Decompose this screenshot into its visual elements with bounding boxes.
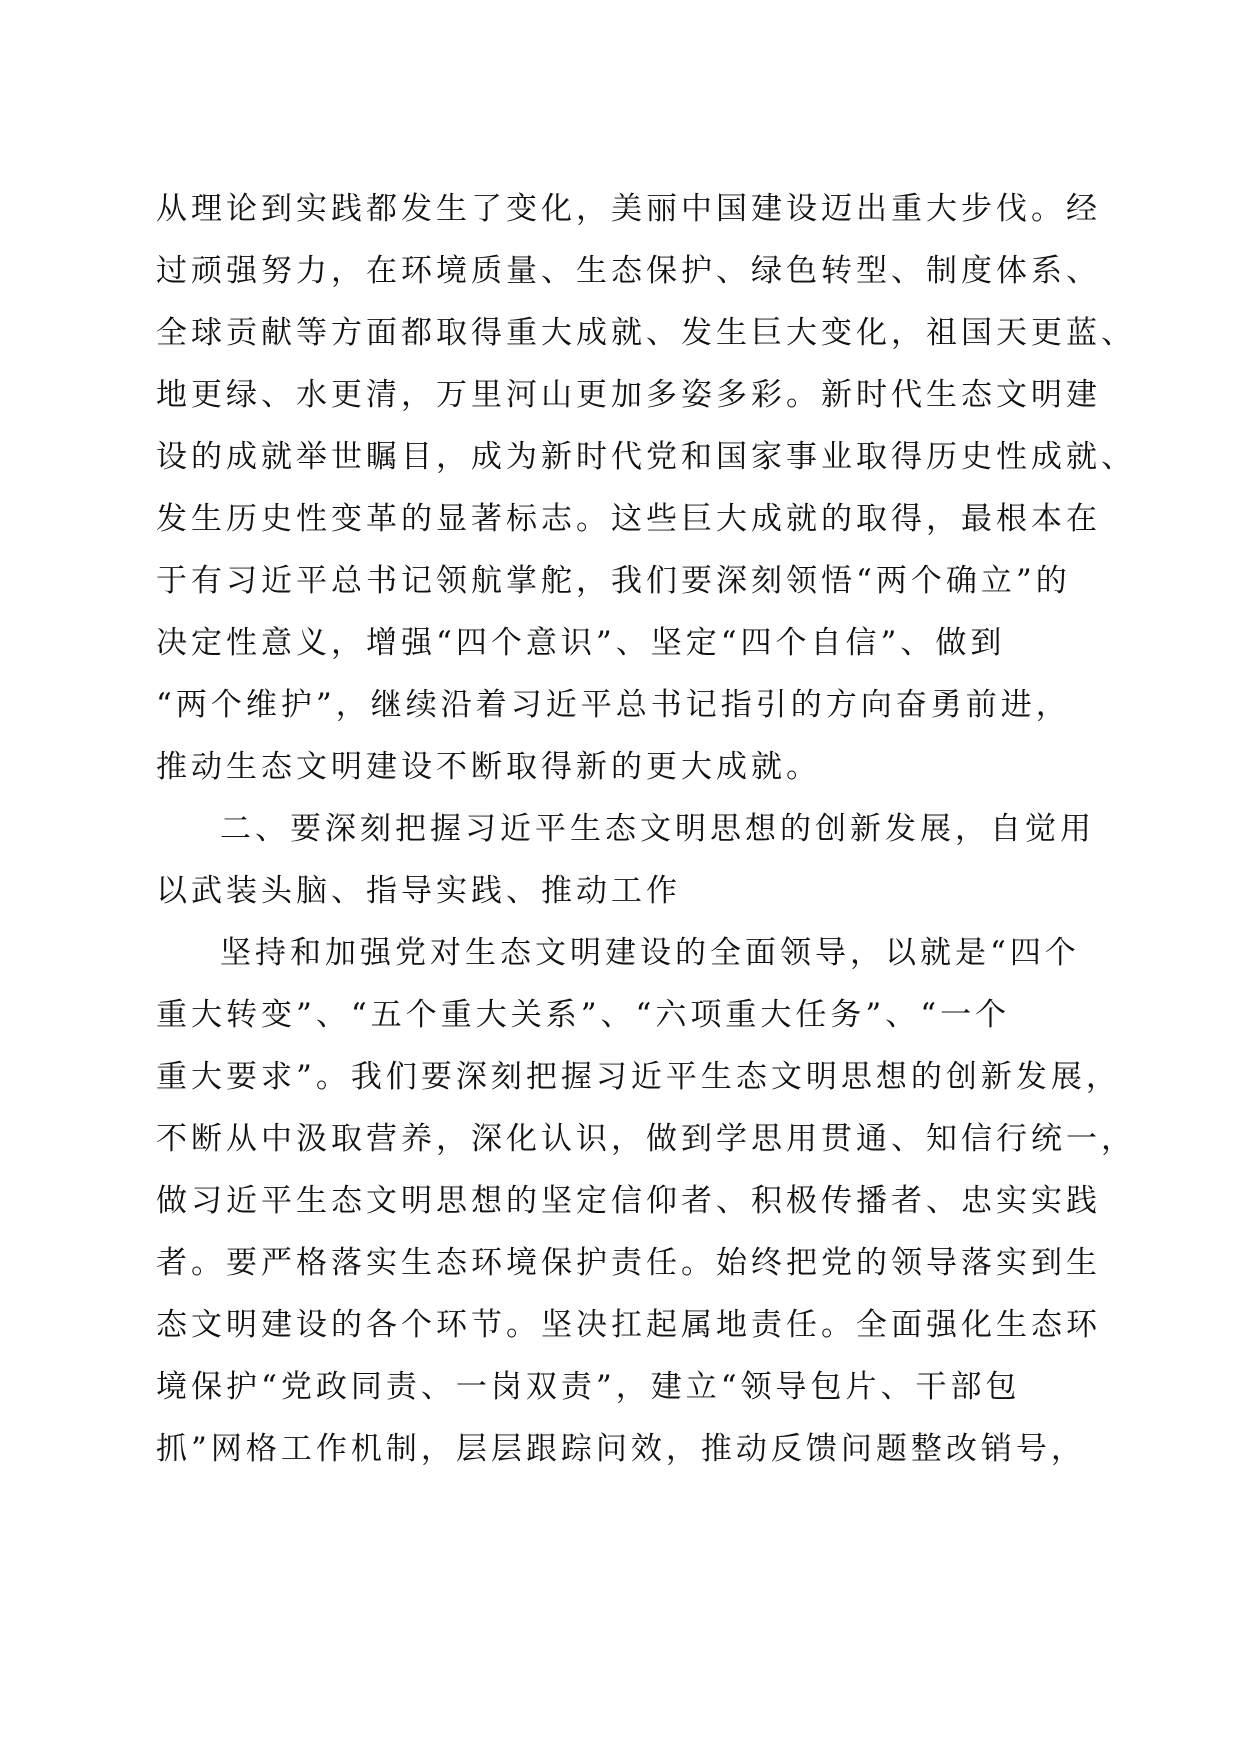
paragraph-start-line: 坚持和加强党对生态文明建设的全面领导，以就是“四个 — [220, 935, 1080, 971]
text-line: 者。要严格落实生态环境保护责任。始终把党的领导落实到生 — [156, 1245, 1101, 1281]
text-line: 于有习近平总书记领航掌舵，我们要深刻领悟“两个确立”的 — [156, 563, 1071, 599]
section-heading-line: 二、要深刻把握习近平生态文明思想的创新发展，自觉用 — [220, 811, 1095, 847]
text-line: 做习近平生态文明思想的坚定信仰者、积极传播者、忠实实践 — [156, 1183, 1101, 1219]
text-line: 发生历史性变革的显著标志。这些巨大成就的取得，最根本在 — [156, 501, 1101, 537]
section-heading-line: 以武装头脑、指导实践、推动工作 — [156, 873, 681, 909]
text-line: 抓”网格工作机制，层层跟踪问效，推动反馈问题整改销号， — [156, 1431, 1086, 1467]
document-body — [156, 178, 1136, 1480]
text-line: 态文明建设的各个环节。坚决扛起属地责任。全面强化生态环 — [156, 1307, 1101, 1343]
text-line: 过顽强努力，在环境质量、生态保护、绿色转型、制度体系、 — [156, 253, 1101, 289]
text-line: 全球贡献等方面都取得重大成就、发生巨大变化，祖国天更蓝、 — [156, 315, 1136, 351]
text-line: 地更绿、水更清，万里河山更加多姿多彩。新时代生态文明建 — [156, 377, 1101, 413]
text-line: 设的成就举世瞩目，成为新时代党和国家事业取得历史性成就、 — [156, 439, 1136, 475]
text-line: 决定性意义，增强“四个意识”、坚定“四个自信”、做到 — [156, 625, 1006, 661]
text-line: 重大转变”、“五个重大关系”、“六项重大任务”、“一个 — [156, 997, 1011, 1033]
text-line: 重大要求”。我们要深刻把握习近平生态文明思想的创新发展， — [156, 1059, 1121, 1095]
text-line: 境保护“党政同责、一岗双责”，建立“领导包片、干部包 — [156, 1369, 1021, 1405]
text-line: 从理论到实践都发生了变化，美丽中国建设迈出重大步伐。经 — [156, 191, 1101, 227]
text-line: 不断从中汲取营养，深化认识，做到学思用贯通、知信行统一， — [156, 1121, 1136, 1157]
text-line: “两个维护”，继续沿着习近平总书记指引的方向奋勇前进， — [156, 687, 1071, 723]
text-line: 推动生态文明建设不断取得新的更大成就。 — [156, 749, 821, 785]
